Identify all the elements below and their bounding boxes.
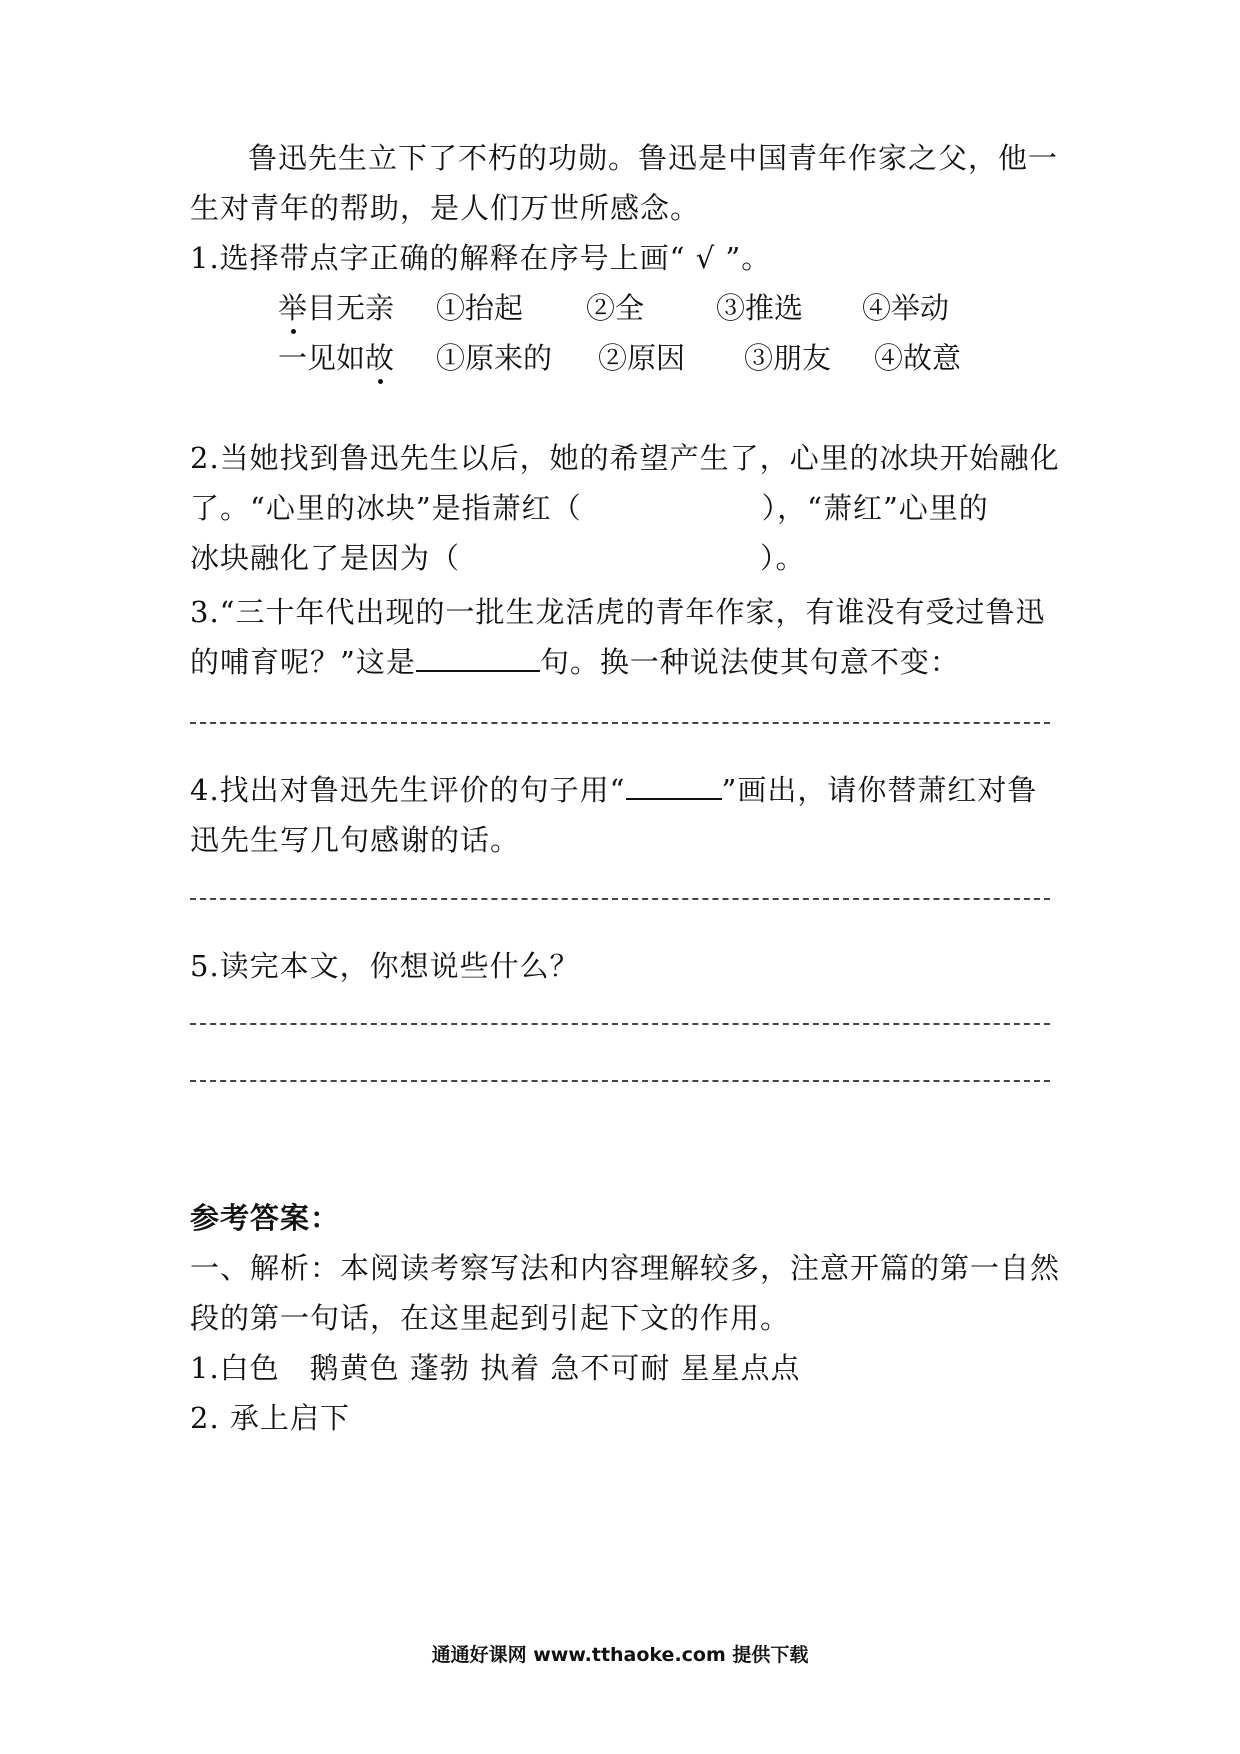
answer-2: 2. 承上启下 (190, 1401, 350, 1435)
option-1[interactable]: ①抬起 (436, 291, 524, 325)
analysis-line-2: 段的第一句话，在这里起到引起下文的作用。 (190, 1301, 791, 1335)
option-2[interactable]: ②全 (586, 291, 645, 325)
underline-sample (626, 772, 722, 800)
sentence-type-blank[interactable] (416, 644, 540, 672)
question-4-line-1: 4.找出对鲁迅先生评价的句子用“ ”画出，请你替萧红对鲁 (190, 773, 1038, 807)
passage-line-1: 鲁迅先生立下了不朽的功勋。鲁迅是中国青年作家之父，他一 (248, 141, 1059, 175)
option-4[interactable]: ④举动 (862, 291, 950, 325)
dotted-char: 故 (365, 338, 394, 378)
question-2-line-1: 2.当她找到鲁迅先生以后，她的希望产生了，心里的冰块开始融化 (190, 441, 1060, 475)
option-1[interactable]: ①原来的 (436, 341, 553, 375)
dotted-char: 举 (278, 288, 307, 328)
answer-line[interactable] (190, 722, 1050, 724)
question-1-prompt: 1.选择带点字正确的解释在序号上画“ √ ”。 (190, 241, 772, 275)
idiom-1: 举目无亲 (278, 288, 394, 328)
question-3-line-2: 的哺育呢？”这是 句。换一种说法使其句意不变： (190, 645, 960, 679)
question-2-line-2: 了。“心里的冰块”是指萧红（ ），“萧红”心里的 (190, 491, 989, 525)
option-4[interactable]: ④故意 (874, 341, 962, 375)
option-3[interactable]: ③朋友 (744, 341, 832, 375)
answer-line[interactable] (190, 1023, 1050, 1025)
idiom-2: 一见如故 (278, 338, 394, 378)
answers-heading: 参考答案： (190, 1201, 341, 1235)
answer-1: 1.白色 鹅黄色 蓬勃 执着 急不可耐 星星点点 (190, 1351, 801, 1385)
option-3[interactable]: ③推选 (716, 291, 804, 325)
footer-credit: 通通好课网 www.tthaoke.com 提供下载 (431, 1644, 809, 1666)
option-2[interactable]: ②原因 (598, 341, 686, 375)
answer-line[interactable] (190, 1080, 1050, 1082)
question-5-line-1: 5.读完本文，你想说些什么？ (190, 949, 580, 983)
answer-line[interactable] (190, 898, 1050, 900)
passage-line-2: 生对青年的帮助，是人们万世所感念。 (190, 191, 701, 225)
analysis-line-1: 一、解析：本阅读考察写法和内容理解较多，注意开篇的第一自然 (190, 1251, 1061, 1285)
question-4-line-2: 迅先生写几句感谢的话。 (190, 823, 521, 857)
question-2-line-3: 冰块融化了是因为（ ）。 (190, 541, 806, 575)
question-3-line-1: 3.“三十年代出现的一批生龙活虎的青年作家，有谁没有受过鲁迅 (190, 595, 1046, 629)
